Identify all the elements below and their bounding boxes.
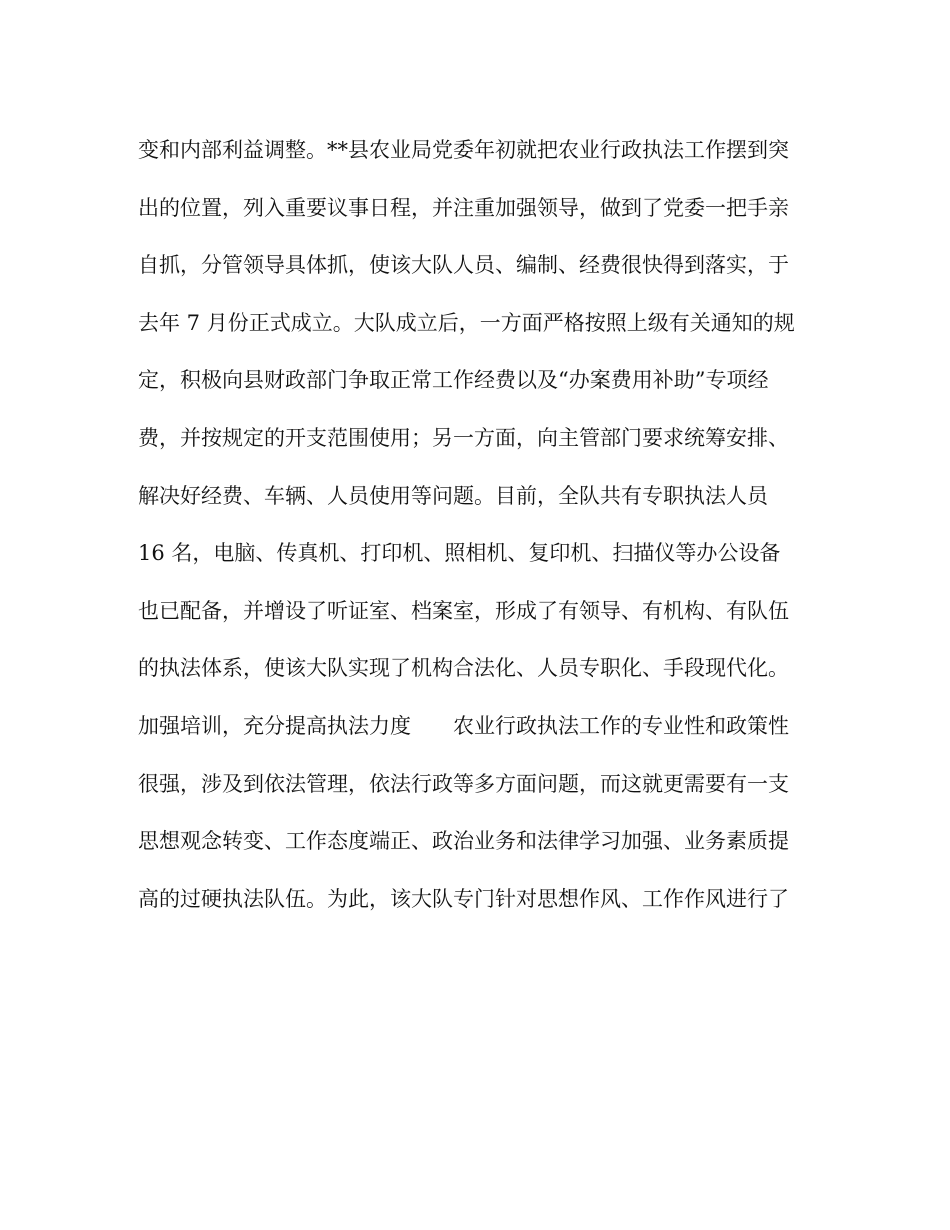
text-line-7: 解决好经费、车辆、人员使用等问题。目前，全队共有专职执法人员 (138, 483, 768, 508)
text-line-13: 思想观念转变、工作态度端正、政治业务和法律学习加强、业务素质提 (138, 829, 789, 854)
text-line-3: 自抓，分管领导具体抓，使该大队人员、编制、经费很快得到落实，于 (138, 253, 789, 278)
text-line-10: 的执法体系，使该大队实现了机构合法化、人员专职化、手段现代化。 (138, 656, 789, 681)
text-line-8: 16 名，电脑、传真机、打印机、照相机、复印机、扫描仪等办公设备 (138, 541, 781, 566)
text-line-4: 去年 7 月份正式成立。大队成立后，一方面严格按照上级有关通知的规 (138, 310, 795, 335)
text-line-2: 出的位置，列入重要议事日程，并注重加强领导，做到了党委一把手亲 (138, 195, 789, 220)
text-line-11: 加强培训，充分提高执法力度 农业行政执法工作的专业性和政策性 (138, 713, 789, 738)
text-line-9: 也已配备，并增设了听证室、档案室，形成了有领导、有机构、有队伍 (138, 598, 789, 623)
text-line-14: 高的过硬执法队伍。为此，该大队专门针对思想作风、工作作风进行了 (138, 886, 789, 911)
text-line-1: 变和内部利益调整。**县农业局党委年初就把农业行政执法工作摆到突 (138, 138, 789, 162)
body-text (138, 122, 828, 928)
text-line-6: 费，并按规定的开支范围使用；另一方面，向主管部门要求统筹安排、 (138, 425, 789, 450)
text-line-12: 很强，涉及到依法管理，依法行政等多方面问题，而这就更需要有一支 (138, 771, 789, 796)
text-line-5: 定，积极向县财政部门争取正常工作经费以及“办案费用补助”专项经 (138, 368, 769, 393)
